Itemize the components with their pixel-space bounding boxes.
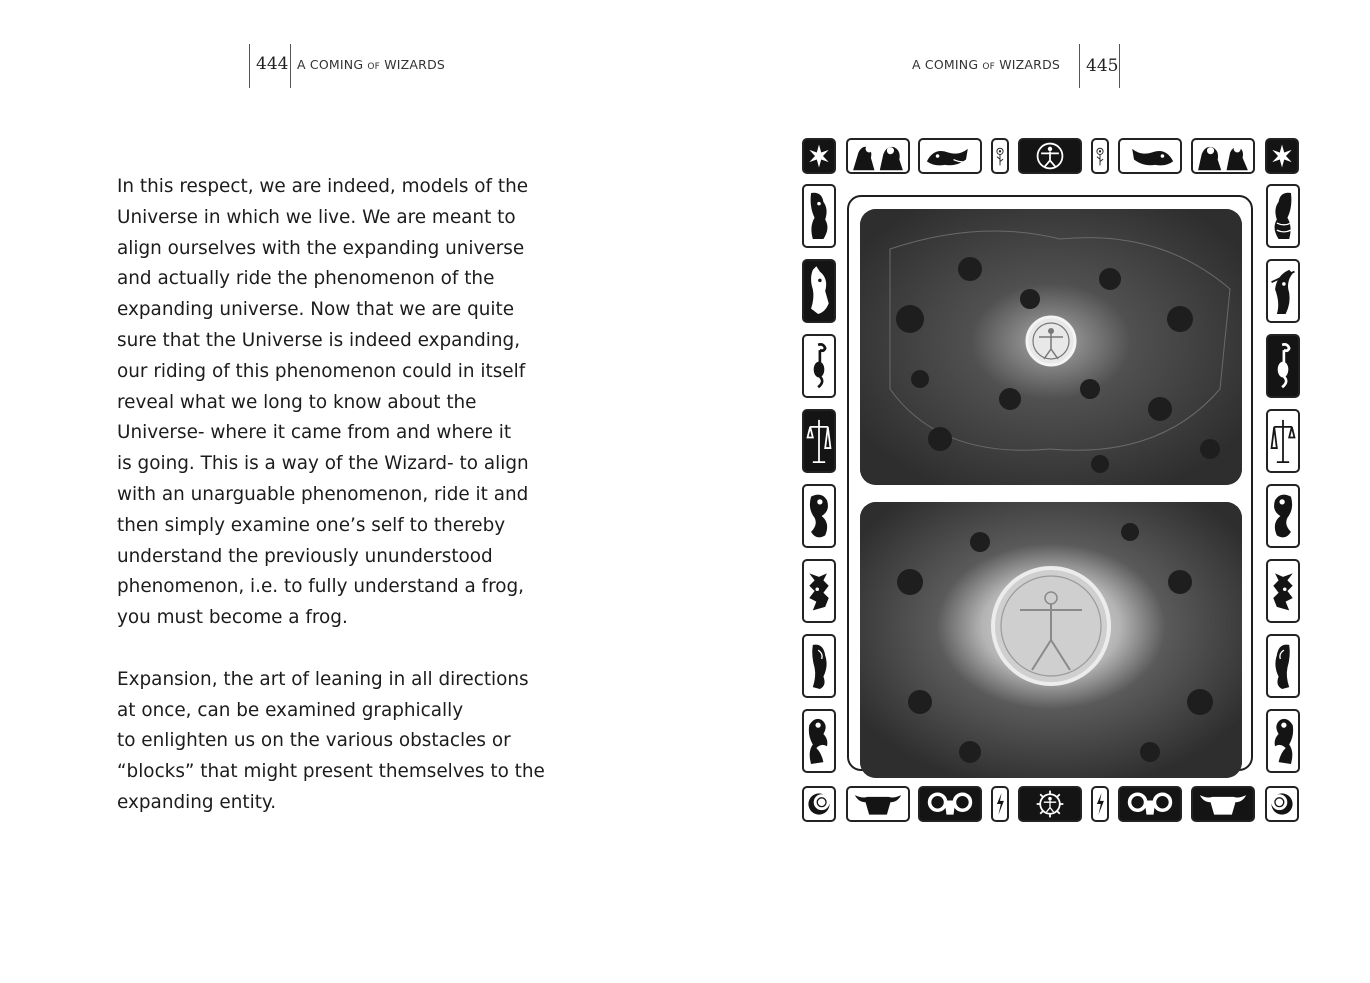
vitruvian-sun-icon: [1018, 786, 1082, 822]
ram-icon: [918, 786, 982, 822]
running-head-right-part2: OF: [982, 62, 996, 72]
expanded-figure-panel: [860, 502, 1242, 778]
small-figure-panel: [860, 209, 1242, 485]
bull-icon: [1191, 786, 1255, 822]
goat-icon: [802, 259, 836, 323]
text-line: sure that the Universe is indeed expanding,: [117, 329, 521, 351]
flower-icon: [991, 138, 1009, 174]
running-head-left-part1: A COMING: [297, 57, 368, 72]
moon-icon: [802, 786, 836, 822]
star-icon: [802, 138, 836, 174]
body-text: [117, 172, 545, 819]
lion-icon: [802, 559, 836, 623]
dancer-icon: [802, 484, 836, 548]
ram-icon: [1118, 786, 1182, 822]
text-line: understand the previously ununderstood: [117, 545, 493, 567]
text-line: then simply examine one’s self to thereby: [117, 514, 506, 536]
text-line: reveal what we long to know about the: [117, 391, 477, 413]
lightning-icon: [991, 786, 1009, 822]
fish-icon: [918, 138, 982, 174]
text-line: our riding of this phenomenon could in itself: [117, 360, 526, 382]
illustration-inner-frame: [847, 195, 1253, 771]
archer-icon: [1266, 259, 1300, 323]
text-line: and actually ride the phenomenon of the: [117, 268, 495, 290]
text-line: expanding universe. Now that we are quite: [117, 299, 515, 321]
text-line: you must become a frog.: [117, 607, 348, 629]
twins-icon: [1191, 138, 1255, 174]
running-head-left-part3: WIZARDS: [380, 57, 446, 72]
text-line: to enlighten us on the various obstacles or: [117, 730, 511, 752]
vitruvian-man-icon: [1018, 138, 1082, 174]
text-line: is going. This is a way of the Wizard- to align: [117, 453, 529, 475]
paragraph-1: [117, 172, 529, 634]
scorpion-icon: [802, 334, 836, 398]
goat-icon: [1266, 184, 1300, 248]
text-line: align ourselves with the expanding universe: [117, 237, 525, 259]
text-line: In this respect, we are indeed, models of the: [117, 176, 529, 197]
running-head-right-part3: WIZARDS: [995, 57, 1061, 72]
text-line: Expansion, the art of leaning in all directions: [117, 668, 529, 690]
flower-icon: [1091, 138, 1109, 174]
running-head-left-part2: OF: [367, 62, 381, 72]
fish-icon: [1118, 138, 1182, 174]
twins-icon: [1266, 709, 1300, 773]
paragraph-2: [117, 665, 545, 819]
text-line: phenomenon, i.e. to fully understand a frog,: [117, 576, 525, 598]
text-line: expanding entity.: [117, 791, 277, 813]
scales-icon: [1266, 409, 1300, 473]
header-rule-right-inner: [1079, 44, 1080, 88]
lightning-icon: [1091, 786, 1109, 822]
page-number-left: 444: [256, 54, 289, 74]
crab-icon: [802, 634, 836, 698]
header-rule-right-outer: [1119, 44, 1120, 88]
star-icon: [1265, 138, 1299, 174]
page-number-right: 445: [1086, 56, 1119, 76]
bull-icon: [846, 786, 910, 822]
text-line: Universe- where it came from and where it: [117, 422, 512, 444]
header-rule-left-inner: [290, 44, 291, 88]
text-line: Universe in which we live. We are meant to: [117, 206, 516, 228]
text-line: at once, can be examined graphically: [117, 699, 464, 721]
dancer-icon: [1266, 484, 1300, 548]
scorpion-icon: [1266, 334, 1300, 398]
zodiac-illustration: [800, 135, 1302, 825]
twins-icon: [802, 709, 836, 773]
text-line: “blocks” that might present themselves to the: [117, 761, 545, 783]
moon-icon: [1265, 786, 1299, 822]
header-rule-left-outer: [249, 44, 250, 88]
running-head-right: [912, 57, 1060, 72]
text-line: with an unarguable phenomenon, ride it and: [117, 483, 529, 505]
running-head-right-part1: A COMING: [912, 57, 983, 72]
scales-icon: [802, 409, 836, 473]
crab-icon: [1266, 634, 1300, 698]
lion-icon: [1266, 559, 1300, 623]
paragraph-gap: [117, 634, 517, 665]
twins-icon: [846, 138, 910, 174]
running-head-left: [297, 57, 445, 72]
goat-icon: [802, 184, 836, 248]
